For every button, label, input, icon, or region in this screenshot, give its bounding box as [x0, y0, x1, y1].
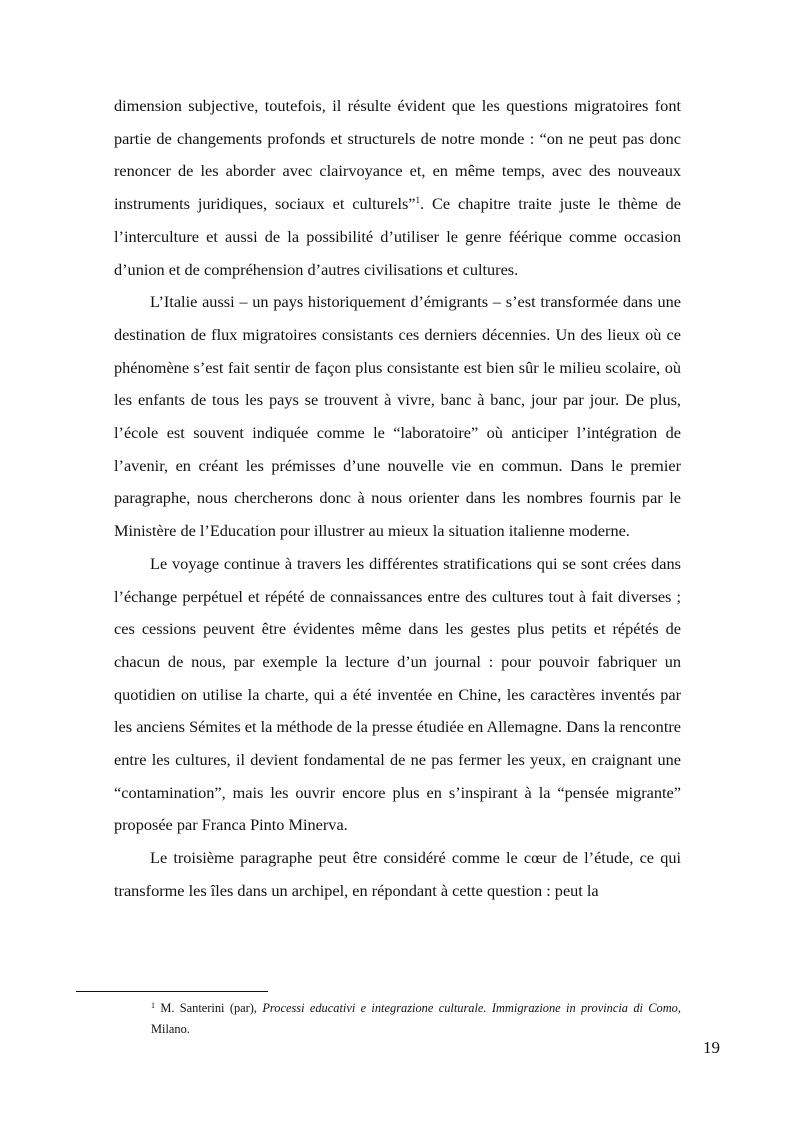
footnote-title: Processi educativi e integrazione culturale. Immigrazione in provincia di Como, [262, 1001, 681, 1015]
footnote-separator [76, 991, 268, 992]
paragraph-1-text: dimension subjective, toutefois, il résulte évident que les questions migratoires font partie de changements profonds et structurels de notre monde : “on ne peut pas donc renoncer de les aborder avec clairvoyance et, en même temps, avec des nouveaux instruments juridiques, sociaux et culturels” [114, 96, 681, 214]
footnote [151, 998, 681, 1040]
footnote-number: 1 [151, 1001, 155, 1010]
page-number: 19 [703, 1038, 720, 1057]
paragraph-4: Le troisième paragraphe peut être considéré comme le cœur de l’étude, ce qui transforme les îles dans un archipel, en répondant à cette question : peut la [114, 848, 681, 900]
paragraph-1-text-continued: . Ce chapitre traite juste le thème de l’interculture et aussi de la possibilité d’utiliser le genre féérique comme occasion d’union et de compréhension d’autres civilisations et cultures. [114, 194, 681, 279]
paragraph-2: L’Italie aussi – un pays historiquement d’émigrants – s’est transformée dans une destination de flux migratoires consistants ces derniers décennies. Un des lieux où ce phénomène s’est fait sentir de façon plus consistante est bien sûr le milieu scolaire, où les enfants de tous les pays se trouvent à vivre, banc à banc, jour par jour. De plus, l’école est souvent indiquée comme le “laboratoire” où anticiper l’intégration de l’avenir, en créant les prémisses d’une nouvelle vie en commun. Dans le premier paragraphe, nous chercherons donc à nous orienter dans les nombres fournis par le Ministère de l’Education pour illustrer au mieux la situation italienne moderne. [114, 292, 681, 541]
body-text [114, 90, 681, 908]
footnote-reference: 1 [415, 195, 421, 206]
footnote-author: M. Santerini (par), [160, 1001, 257, 1015]
paragraph-1 [114, 90, 681, 286]
paragraph-3: Le voyage continue à travers les différentes stratifications qui se sont crées dans l’échange perpétuel et répété de connaissances entre des cultures tout à fait diverses ; ces cessions peuvent être évidentes même dans les gestes plus petits et répétés de chacun de nous, par exemple la lecture d’un journal : pour pouvoir fabriquer un quotidien on utilise la charte, qui a été inventée en Chine, les caractères inventés par les anciens Sémites et la méthode de la presse étudiée en Allemagne. Dans la rencontre entre les cultures, il devient fondamental de ne pas fermer les yeux, en craignant une “contamination”, mais les ouvrir encore plus en s’inspirant à la “pensée migrante” proposée par Franca Pinto Minerva. [114, 553, 681, 835]
footnote-place: Milano. [151, 1022, 190, 1036]
